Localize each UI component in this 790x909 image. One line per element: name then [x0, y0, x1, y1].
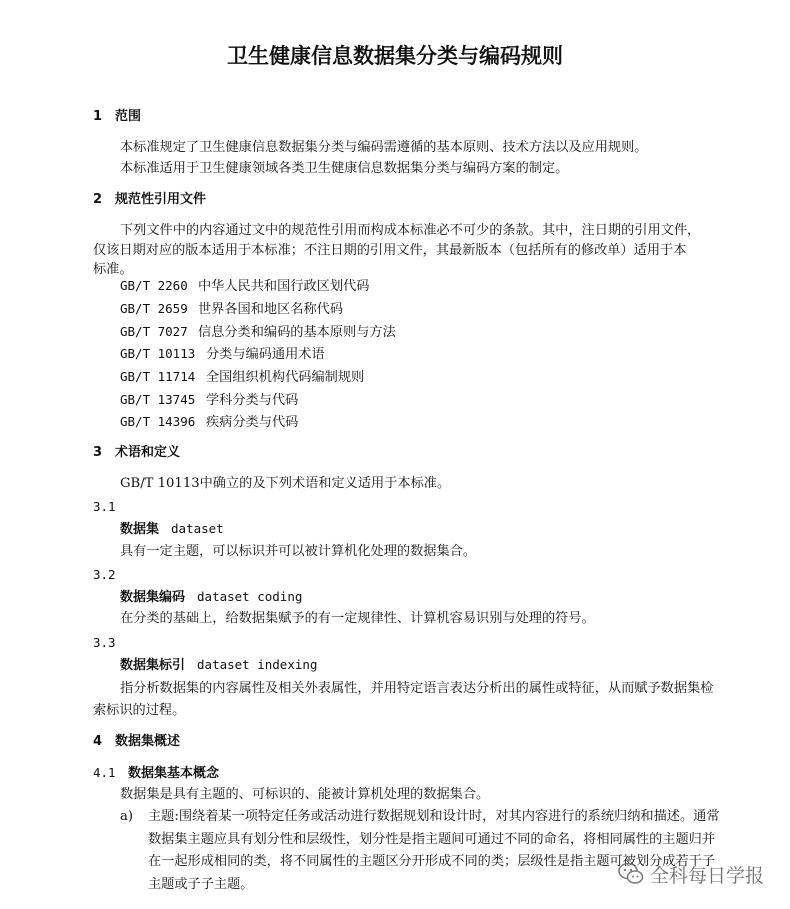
list-item-line: 主题:围绕着某一项特定任务或活动进行数据规划和设计时，对其内容进行的系统归纳和描述。通常 — [148, 809, 720, 824]
reference-title: 中华人民共和国行政区划代码 — [198, 279, 370, 294]
term-number: 3.1 — [93, 499, 116, 514]
section-number: 3 — [93, 445, 103, 460]
section-2-heading — [93, 191, 206, 209]
section-1-heading — [93, 108, 141, 126]
section-number: 1 — [93, 109, 103, 124]
reference-title: 分类与编码通用术语 — [206, 347, 325, 362]
section-4-heading — [93, 733, 180, 751]
reference-item — [120, 300, 343, 319]
term-definition-line: 索标识的过程。 — [93, 703, 186, 718]
list-item-line: 主题或子子主题。 — [148, 877, 254, 892]
reference-item — [120, 413, 298, 432]
watermark-text: 全科每日学报 — [650, 864, 765, 887]
reference-title: 信息分类和编码的基本原则与方法 — [198, 325, 396, 340]
reference-code: GB/T 13745 — [120, 392, 196, 407]
section-title: 规范性引用文件 — [115, 192, 207, 207]
document-title: 卫生健康信息数据集分类与编码规则 — [227, 44, 563, 68]
term-zh: 数据集标引 — [120, 658, 186, 673]
watermark — [618, 858, 764, 890]
section-title: 范围 — [115, 109, 142, 124]
term-definition: 在分类的基础上，给数据集赋予的有一定规律性、计算机容易识别与处理的符号。 — [120, 611, 595, 626]
reference-code: GB/T 14396 — [120, 414, 196, 429]
section-number: 4 — [93, 734, 103, 749]
list-item-line: 数据集主题应具有划分性和层级性，划分性是指主题间可通过不同的命名，将相同属性的主题归并 — [148, 832, 716, 847]
paragraph-line: 仅该日期对应的版本适用于本标准；不注日期的引用文件，其最新版本（包括所有的修改单）适用于本 — [93, 243, 687, 258]
section-title: 术语和定义 — [115, 445, 181, 460]
section-title: 数据集概述 — [115, 734, 181, 749]
reference-title: 学科分类与代码 — [206, 393, 299, 408]
reference-item — [120, 277, 369, 296]
paragraph: 本标准规定了卫生健康信息数据集分类与编码需遵循的基本原则、技术方法以及应用规则。 — [120, 140, 648, 155]
term-en: dataset indexing — [197, 657, 318, 672]
list-item-a — [120, 808, 720, 826]
subsection-title: 数据集基本概念 — [128, 766, 220, 781]
reference-item — [120, 391, 298, 410]
term-number: 3.2 — [93, 567, 116, 582]
term-definition-line: 指分析数据集的内容属性及相关外表属性，并用特定语言表达分析出的属性或特征，从而赋予数据集检 — [120, 681, 714, 696]
term-zh: 数据集编码 — [120, 590, 186, 605]
term-entry — [120, 588, 302, 607]
reference-code: GB/T 2659 — [120, 301, 188, 316]
term-en: dataset coding — [197, 589, 303, 604]
reference-item — [120, 345, 325, 364]
list-item-line: 在一起形成相同的类，将不同属性的主题区分开形成不同的类；层级性是指主题可被划分成若干子 — [148, 854, 716, 869]
reference-code: GB/T 10113 — [120, 346, 196, 361]
term-entry — [120, 520, 224, 539]
reference-code: GB/T 7027 — [120, 324, 188, 339]
paragraph: GB/T 10113中确立的及下列术语和定义适用于本标准。 — [120, 476, 451, 491]
term-number: 3.3 — [93, 635, 116, 650]
term-entry — [120, 656, 317, 675]
term-en: dataset — [171, 521, 224, 536]
paragraph: 数据集是具有主题的、可标识的、能被计算机处理的数据集合。 — [120, 787, 490, 802]
paragraph-line: 标准。 — [93, 262, 133, 277]
section-number: 2 — [93, 192, 103, 207]
subsection-4-1-heading — [93, 764, 219, 783]
reference-item — [120, 323, 396, 342]
section-3-heading — [93, 444, 180, 462]
reference-item — [120, 368, 364, 387]
subsection-number: 4.1 — [93, 765, 116, 780]
reference-title: 全国组织机构代码编制规则 — [206, 370, 365, 385]
reference-title: 疾病分类与代码 — [206, 415, 299, 430]
term-definition: 具有一定主题，可以标识并可以被计算机化处理的数据集合。 — [120, 544, 477, 559]
reference-title: 世界各国和地区名称代码 — [198, 302, 344, 317]
paragraph-line: 下列文件中的内容通过文中的规范性引用而构成本标准必不可少的条款。其中，注日期的引用文件， — [120, 223, 701, 238]
list-marker: a) — [120, 809, 134, 824]
wechat-icon — [618, 862, 644, 886]
reference-code: GB/T 2260 — [120, 278, 188, 293]
paragraph: 本标准适用于卫生健康领域各类卫生健康信息数据集分类与编码方案的制定。 — [120, 161, 569, 176]
term-zh: 数据集 — [120, 522, 160, 537]
reference-code: GB/T 11714 — [120, 369, 196, 384]
